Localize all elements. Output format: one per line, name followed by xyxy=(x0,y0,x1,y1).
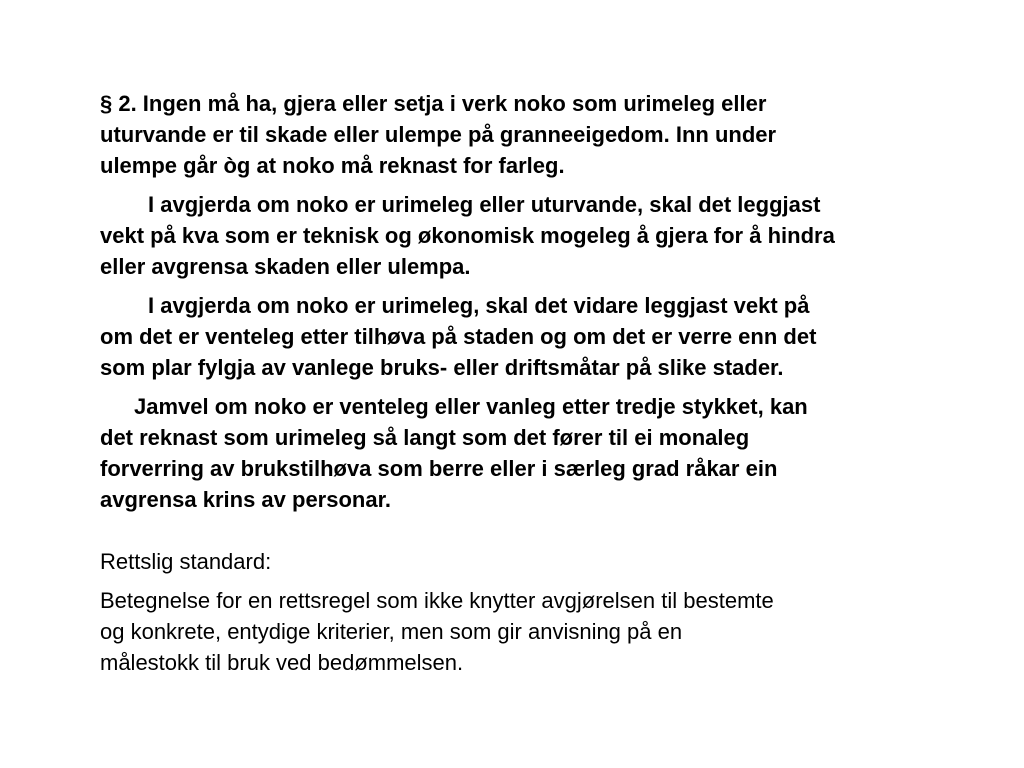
definition-text xyxy=(100,585,964,678)
text-line: som plar fylgja av vanlege bruks- eller driftsmåtar på slike stader. xyxy=(100,355,784,380)
text-line: eller avgrensa skaden eller ulempa. xyxy=(100,254,471,279)
text-line: og konkrete, entydige kriterier, men som gir anvisning på en xyxy=(100,619,683,644)
text-line: I avgjerda om noko er urimeleg eller uturvande, skal det leggjast xyxy=(148,192,821,217)
text-line: Jamvel om noko er venteleg eller vanleg etter tredje stykket, kan xyxy=(134,394,808,419)
definition-heading: Rettslig standard: xyxy=(100,549,272,574)
text-line: avgrensa krins av personar. xyxy=(100,487,392,512)
text-line: uturvande er til skade eller ulempe på granneeigedom. Inn under xyxy=(100,122,777,147)
law-paragraph-3 xyxy=(100,290,964,383)
text-line: målestokk til bruk ved bedømmelsen. xyxy=(100,650,464,675)
text-line: Betegnelse for en rettsregel som ikke knytter avgjørelsen til bestemte xyxy=(100,588,774,613)
law-paragraph-1 xyxy=(100,88,964,181)
text-line: vekt på kva som er teknisk og økonomisk mogeleg å gjera for å hindra xyxy=(100,223,835,248)
text-line: § 2. Ingen må ha, gjera eller setja i verk noko som urimeleg eller xyxy=(100,91,767,116)
law-paragraph-2 xyxy=(100,189,964,282)
text-line: I avgjerda om noko er urimeleg, skal det vidare leggjast vekt på xyxy=(148,293,810,318)
text-line: forverring av brukstilhøva som berre eller i særleg grad råkar ein xyxy=(100,456,778,481)
text-line: ulempe går òg at noko må reknast for farleg. xyxy=(100,153,565,178)
text-line: det reknast som urimeleg så langt som det fører til ei monaleg xyxy=(100,425,750,450)
text-line: om det er venteleg etter tilhøva på staden og om det er verre enn det xyxy=(100,324,817,349)
law-paragraph-4 xyxy=(100,391,964,515)
